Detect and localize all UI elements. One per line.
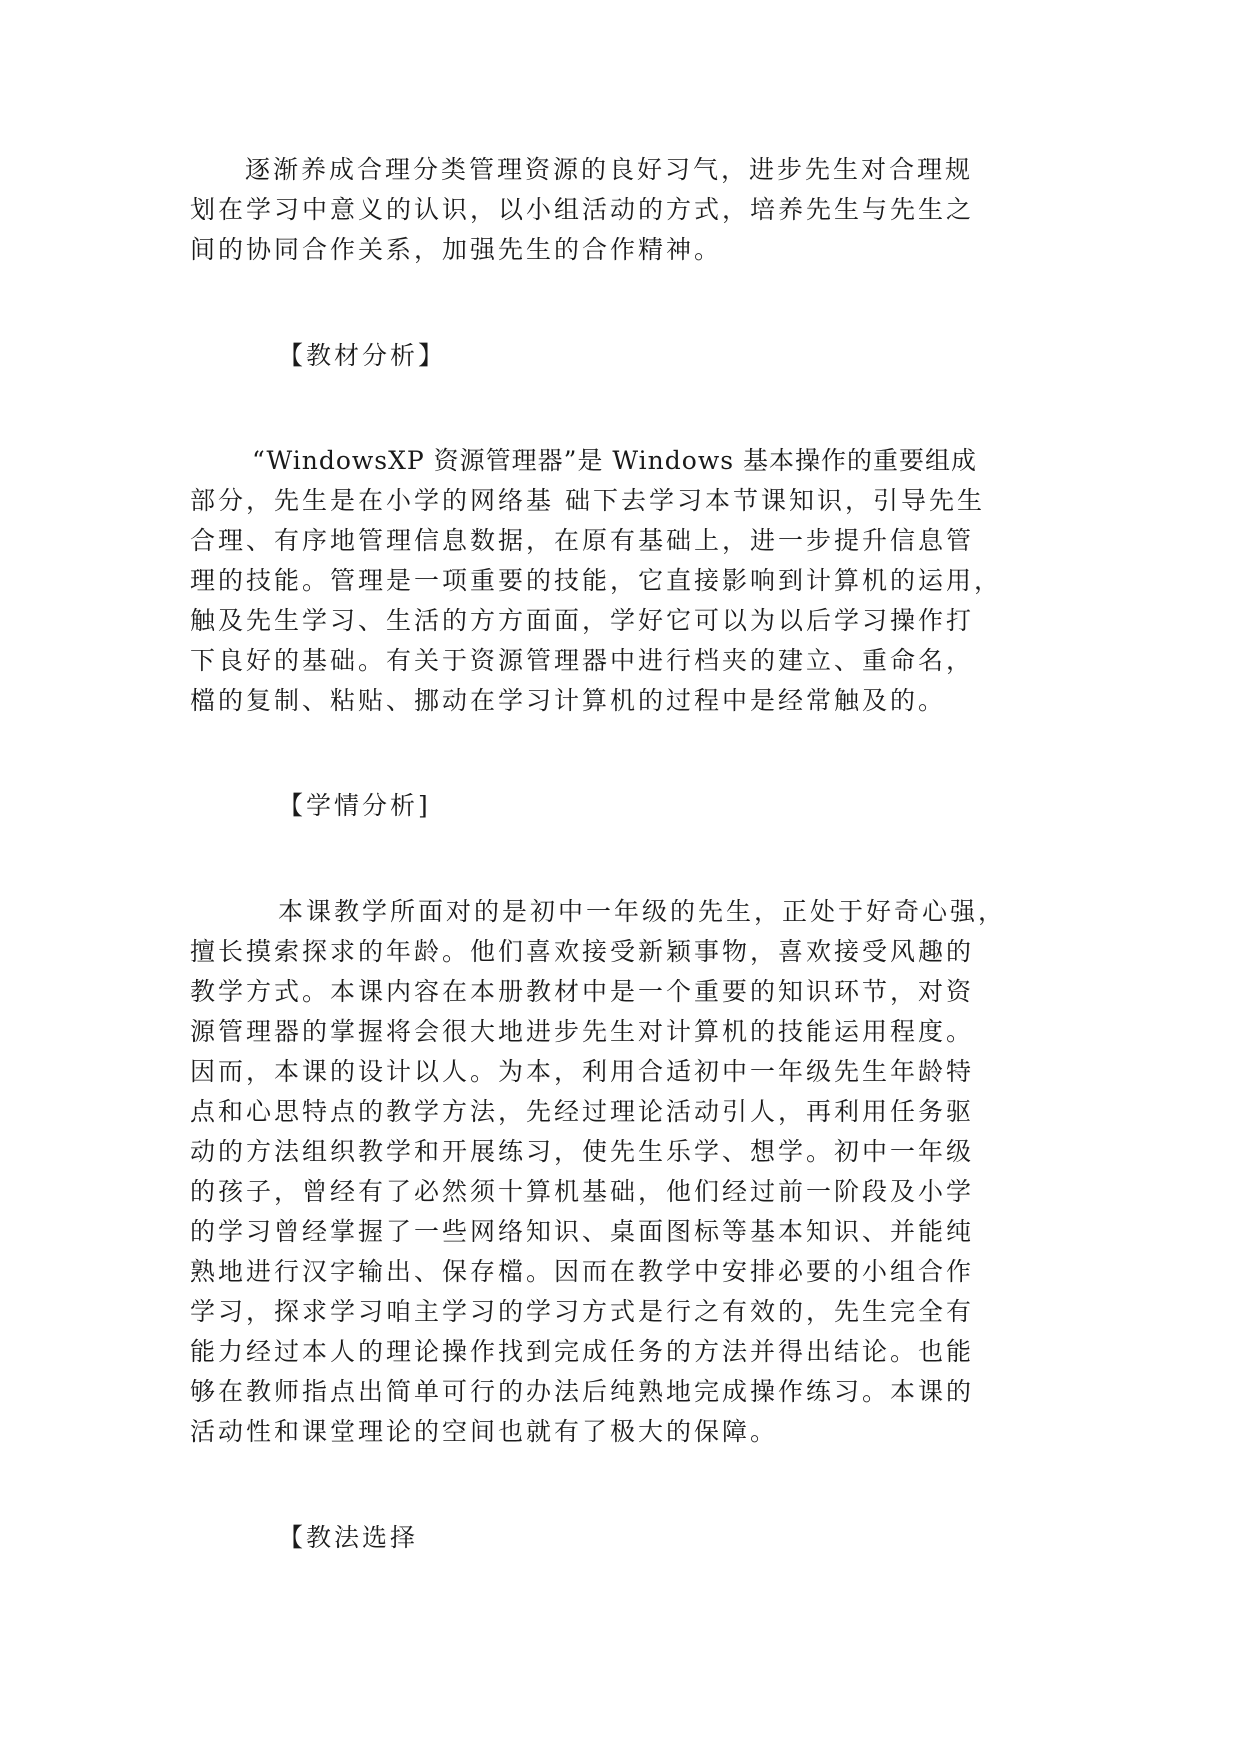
paragraph-3-line-6: 点和心思特点的教学方法，先经过理论活动引人，再利用任务驱 <box>190 1097 975 1126</box>
paragraph-3-line-7: 动的方法组织教学和开展练习，使先生乐学、想学。初中一年级 <box>190 1137 975 1166</box>
heading-textbook-analysis: 【教材分析】 <box>278 341 447 370</box>
paragraph-3-line-14: 活动性和课堂理论的空间也就有了极大的保障。 <box>190 1417 779 1446</box>
paragraph-3-line-4: 源管理器的掌握将会很大地进步先生对计算机的技能运用程度。 <box>190 1017 975 1046</box>
paragraph-3-line-3: 教学方式。本课内容在本册教材中是一个重要的知识环节，对资 <box>190 977 975 1006</box>
paragraph-3-line-5: 因而，本课的设计以人。为本，利用合适初中一年级先生年龄特 <box>190 1057 975 1086</box>
paragraph-2-line-7: 檔的复制、粘贴、挪动在学习计算机的过程中是经常触及的。 <box>190 686 947 715</box>
paragraph-2-line-3: 合理、有序地管理信息数据，在原有基础上，进一步提升信息管 <box>190 526 975 555</box>
paragraph-2-line-1: “WindowsXP 资源管理器”是 Windows 基本操作的重要组成 <box>252 446 977 475</box>
heading-student-analysis: 【学情分析] <box>278 791 431 820</box>
paragraph-1-line-3: 间的协同合作关系，加强先生的合作精神。 <box>190 235 723 264</box>
paragraph-3-line-12: 能力经过本人的理论操作找到完成任务的方法并得出结论。也能 <box>190 1337 975 1366</box>
paragraph-3-line-10: 熟地进行汉字输出、保存檔。因而在教学中安排必要的小组合作 <box>190 1257 975 1286</box>
paragraph-3-line-9: 的学习曾经掌握了一些网络知识、桌面图标等基本知识、并能纯 <box>190 1217 975 1246</box>
paragraph-2-line-5: 触及先生学习、生活的方方面面，学好它可以为以后学习操作打 <box>190 606 975 635</box>
paragraph-3-line-8: 的孩子，曾经有了必然须十算机基础，他们经过前一阶段及小学 <box>190 1177 975 1206</box>
heading-teaching-method: 【教法选择 <box>278 1523 419 1552</box>
paragraph-2-line-6: 下良好的基础。有关于资源管理器中进行档夹的建立、重命名， <box>190 646 975 675</box>
paragraph-3-line-2: 擅长摸索探求的年龄。他们喜欢接受新颖事物，喜欢接受风趣的 <box>190 937 975 966</box>
paragraph-3-line-1: 本课教学所面对的是初中一年级的先生，正处于好奇心强， <box>278 897 1007 926</box>
paragraph-3-line-13: 够在教师指点出简单可行的办法后纯熟地完成操作练习。本课的 <box>190 1377 975 1406</box>
paragraph-1-line-2: 划在学习中意义的认识，以小组活动的方式，培养先生与先生之 <box>190 195 975 224</box>
paragraph-2-line-4: 理的技能。管理是一项重要的技能，它直接影响到计算机的运用， <box>190 566 1003 595</box>
paragraph-1-line-1: 逐渐养成合理分类管理资源的良好习气，进步先生对合理规 <box>245 155 974 184</box>
paragraph-3-line-11: 学习，探求学习咱主学习的学习方式是行之有效的，先生完全有 <box>190 1297 975 1326</box>
paragraph-2-line-2: 部分，先生是在小学的网络基 础下去学习本节课知识，引导先生 <box>190 486 985 515</box>
